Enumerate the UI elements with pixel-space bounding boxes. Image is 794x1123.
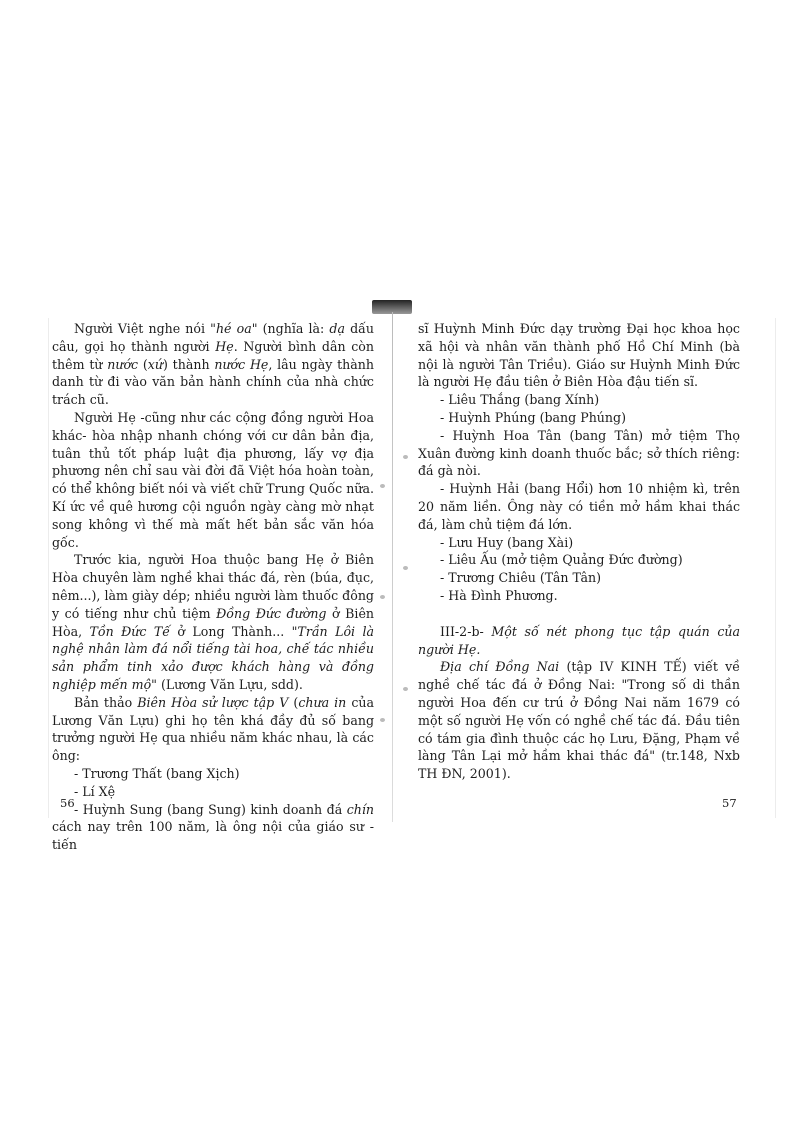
section-heading: III-2-b- Một số nét phong tục tập quán của người Hẹ. [418,623,740,657]
list-item: - Huỳnh Phúng (bang Phúng) [440,409,627,425]
paragraph: sĩ Huỳnh Minh Đức dạy trường Đại học khoa học xã hội và nhân văn thành phố Hồ Chí Minh (bà nội là người Tân Triều). Giáo sư Huỳnh Minh Đức là người Hẹ đầu tiên ở Biên Hòa đậu tiến sĩ. [418,321,740,390]
paragraph: Bản thảo Biên Hòa sử lược tập V (chưa in của Lương Văn Lựu) ghi họ tên khá đầy đủ số bang trưởng người Hẹ qua nhiều năm khác nhau, là các ông: [52,694,374,764]
page-number: 56 [60,796,75,810]
list-item: - Lí Xệ [74,783,116,799]
list-item: - Trương Thất (bang Xịch) [74,765,240,781]
list-item: - Huỳnh Sung (bang Sung) kinh doanh đá chín cách nay trên 100 năm, là ông nội của giáo sư - tiến [52,801,374,853]
list-item: - Huỳnh Hải (bang Hổi) hơn 10 nhiệm kì, trên 20 năm liền. Ông này có tiền mở hầm khai thác đá, làm chủ tiệm đá lớn. [418,481,740,532]
binding-hole-mark [380,484,385,488]
right-page-edge [775,318,776,818]
left-page [52,320,374,854]
binding-hole-mark [380,718,385,722]
paragraph: Người Việt nghe nói "hé oa" (nghĩa là: dạ dấu câu, gọi họ thành người Hẹ. Người bình dân còn thêm từ nước (xứ) thành nước Hẹ, lâu ngày thành danh từ đi vào văn bản hành chính của nhà chức trách cũ. [52,321,375,408]
binding-hole-mark [403,455,408,459]
paragraph: Người Hẹ -cũng như các cộng đồng người Hoa khác- hòa nhập nhanh chóng với cư dân bản địa, tuân thủ tốt pháp luật địa phương, lấy vợ địa phương nên chỉ sau vài đời đã Việt hóa hoàn toàn, có thể không biết nói và viết chữ Trung Quốc nữa. Kí ức về quê hương cội nguồn ngày càng mờ nhạt song không vì thế mà mất hết bản sắc văn hóa gốc. [52,409,374,550]
page-number: 57 [722,796,737,810]
paragraph: Trước kia, người Hoa thuộc bang Hẹ ở Biên Hòa chuyên làm nghề khai thác đá, rèn (búa, đục, nêm...), làm giày dép; nhiều người làm thuốc đông y có tiếng như chủ tiệm Đồng Đức đường ở Biên Hòa, Tồn Đức Tế ở Long Thành... "Trần Lôi là nghệ nhân làm đá nổi tiếng tài hoa, chế tác nhiều sản phẩm tinh xảo được khách hàng và đồng nghiệp mến mộ" (Lương Văn Lựu, sdd). [52,552,375,692]
binding-hole-mark [403,566,408,570]
book-gutter [392,312,393,822]
paragraph: Địa chí Đồng Nai (tập IV KINH TẾ) viết về nghề chế tác đá ở Đồng Nai: "Trong số di thần người Hoa đến cư trú ở Đồng Nai năm 1679 có một số người Hẹ vốn có nghề chế tác đá. Đầu tiên có tám gia đình thuộc các họ Lưu, Đặng, Phạm về làng Tân Lại mở hầm khai thác đá" (tr.148, Nxb TH ĐN, 2001). [418,659,740,782]
list-item: - Liêu Ấu (mở tiệm Quảng Đức đường) [440,552,683,568]
list-item: - Hà Đình Phương. [440,587,558,603]
list-item: - Liêu Thắng (bang Xính) [440,392,600,408]
binding-hole-mark [380,595,385,599]
list-item: - Lưu Huy (bang Xài) [440,534,574,550]
left-page-edge [48,318,49,818]
binding-hole-mark [403,687,408,691]
list-item: - Trương Chiêu (Tân Tân) [440,570,602,586]
list-item: - Huỳnh Hoa Tân (bang Tân) mở tiệm Thọ Xuân đường kinh doanh thuốc bắc; sở thích riêng: đá gà nòi. [418,427,740,479]
right-page [418,320,740,783]
